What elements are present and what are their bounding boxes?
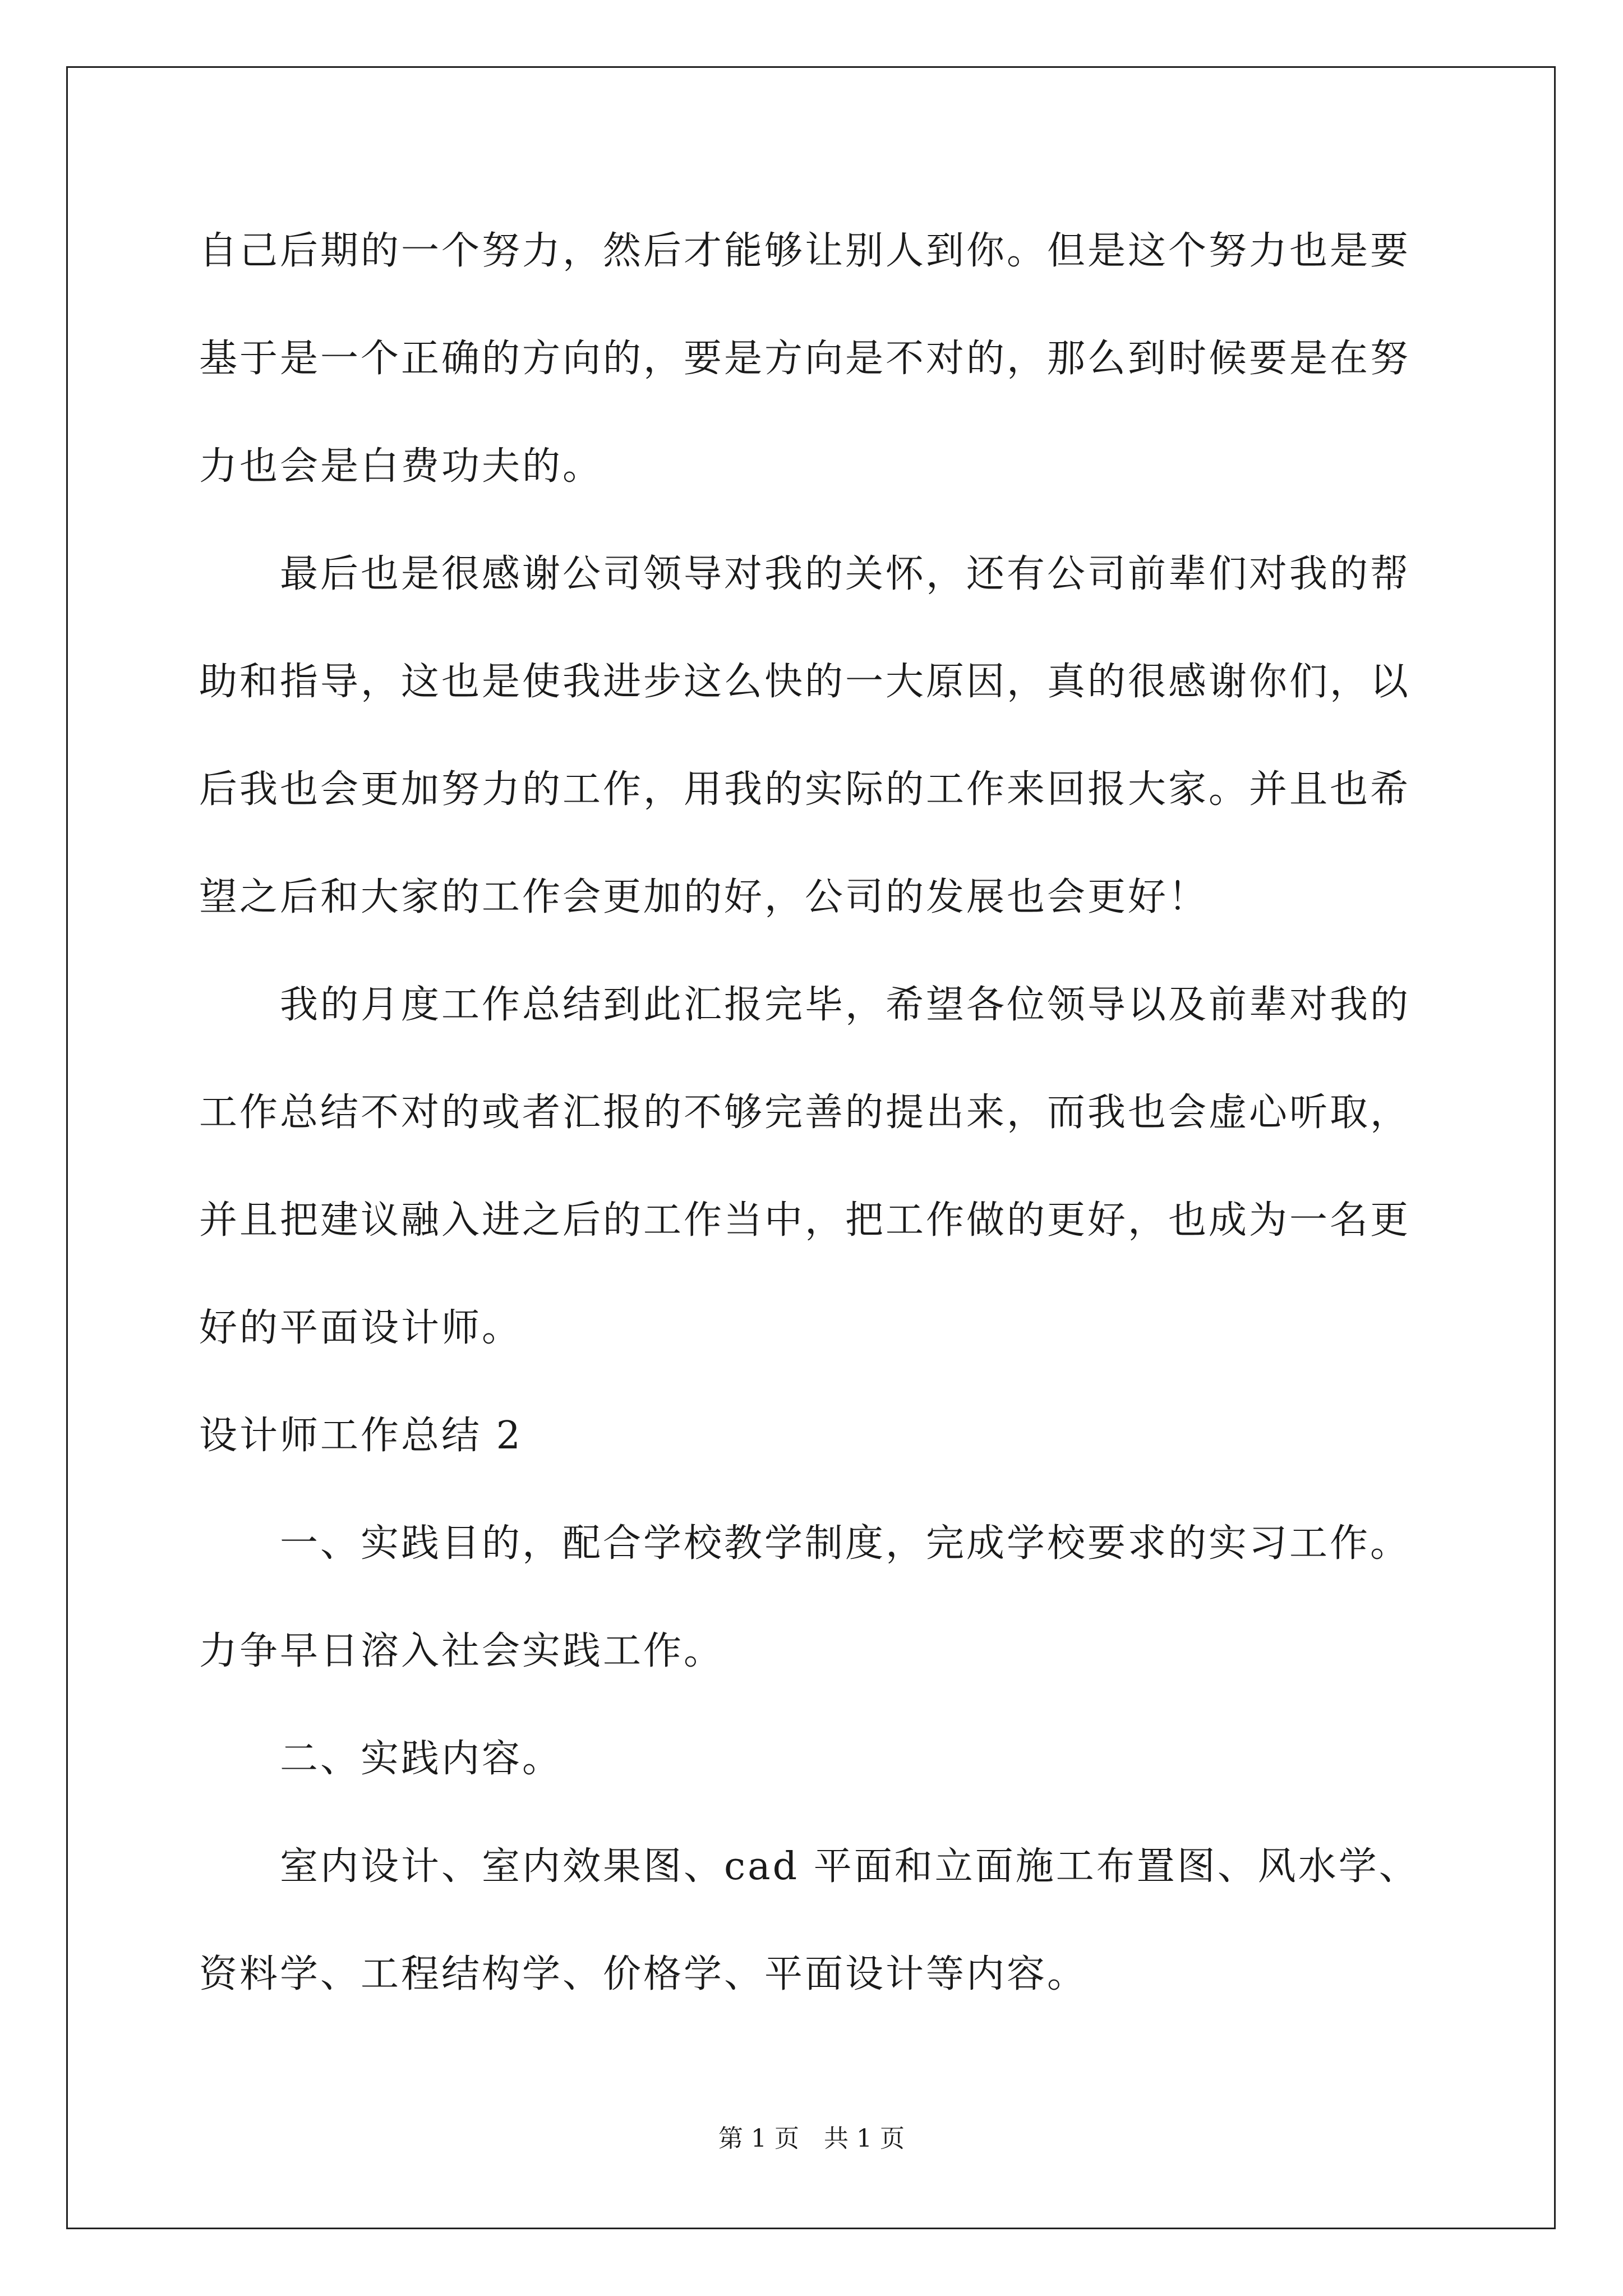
body-text-line: 最后也是很感谢公司领导对我的关怀，还有公司前辈们对我的帮: [199, 552, 1411, 596]
body-text-line: 基于是一个正确的方向的，要是方向是不对的，那么到时候要是在努: [199, 337, 1411, 381]
body-text-line: 一、实践目的，配合学校教学制度，完成学校要求的实习工作。: [199, 1521, 1411, 1566]
section-heading: 设计师工作总结 2: [199, 1414, 523, 1458]
body-text-line: 资料学、工程结构学、价格学、平面设计等内容。: [199, 1952, 1088, 1996]
body-text-line: 力争早日溶入社会实践工作。: [199, 1629, 725, 1673]
body-text-line: 室内设计、室内效果图、cad 平面和立面施工布置图、风水学、: [199, 1844, 1419, 1889]
body-text-line: 好的平面设计师。: [199, 1306, 523, 1350]
body-text-line: 我的月度工作总结到此汇报完毕，希望各位领导以及前辈对我的: [199, 983, 1411, 1027]
body-text-line: 自己后期的一个努力，然后才能够让别人到你。但是这个努力也是要: [199, 229, 1411, 273]
body-text-line: 后我也会更加努力的工作，用我的实际的工作来回报大家。并且也希: [199, 767, 1411, 812]
body-text-line: 望之后和大家的工作会更加的好，公司的发展也会更好！: [199, 875, 1209, 919]
page-number-footer: 第 1 页 共 1 页: [718, 2124, 905, 2153]
page-frame: [66, 66, 1556, 2229]
body-text-line: 工作总结不对的或者汇报的不够完善的提出来，而我也会虚心听取，: [199, 1091, 1411, 1135]
body-text-line: 并且把建议融入进之后的工作当中，把工作做的更好，也成为一名更: [199, 1198, 1411, 1243]
body-text-line: 力也会是白费功夫的。: [199, 444, 603, 489]
body-text-line: 助和指导，这也是使我进步这么快的一大原因，真的很感谢你们，以: [199, 660, 1411, 704]
body-text-line: 二、实践内容。: [199, 1737, 563, 1781]
